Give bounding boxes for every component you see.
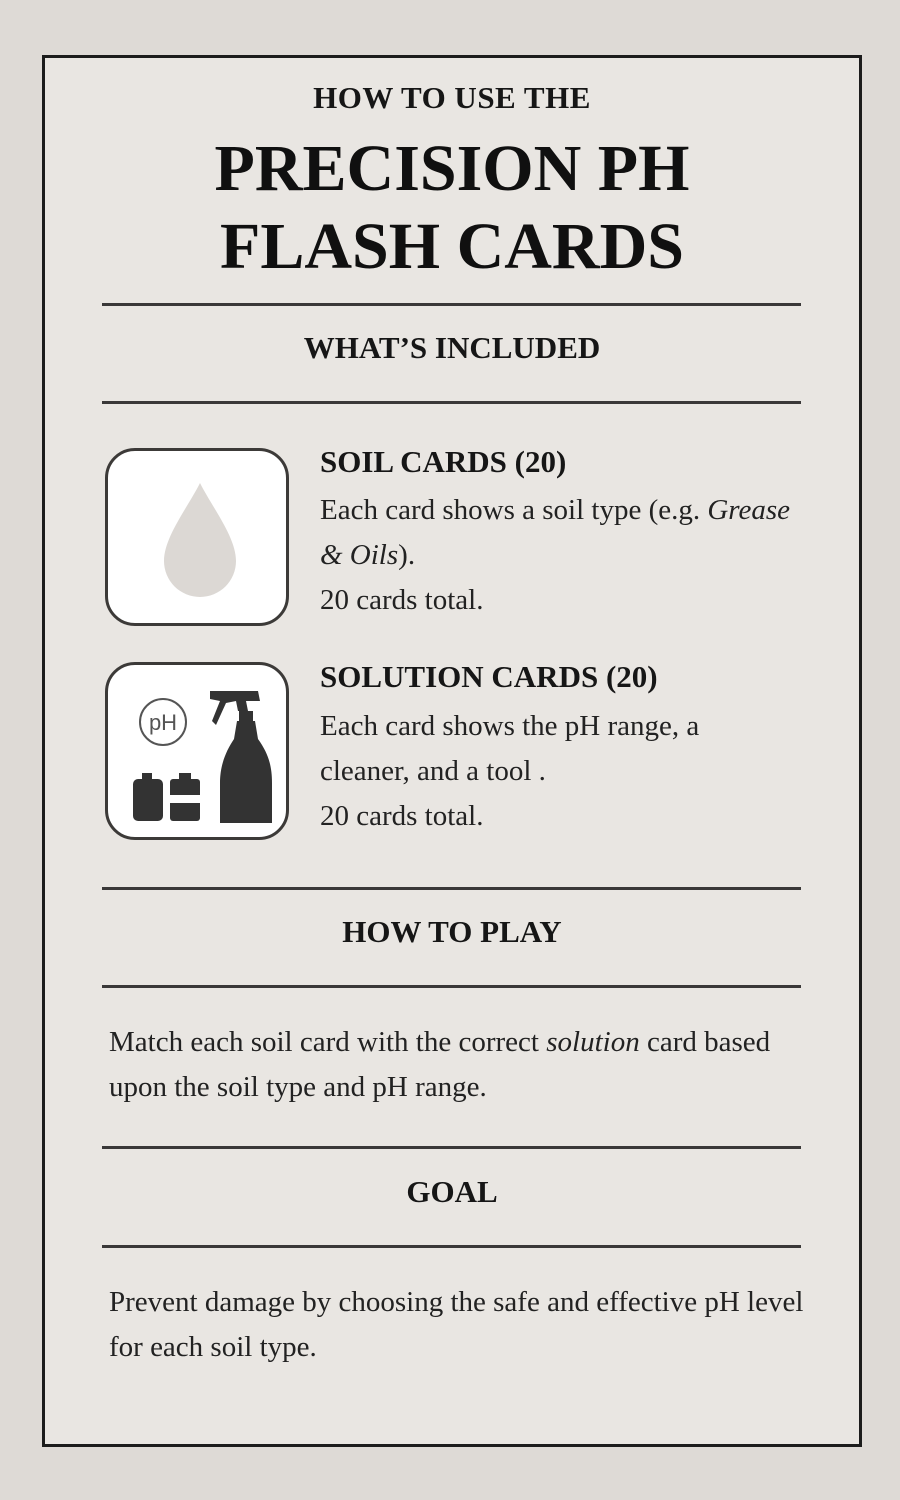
goal-text: Prevent damage by choosing the safe and effective pH level for each soil type. [109,1286,804,1363]
ph-meter-label: pH [148,710,178,735]
water-drop-icon [108,451,292,629]
main-title-line-2: FLASH CARDS [220,210,684,283]
main-title [45,130,859,286]
divider [102,401,801,404]
instruction-card [42,55,862,1447]
solution-card-icon-box [105,662,289,840]
how-to-play-heading: HOW TO PLAY [342,914,562,949]
solution-cards-total: 20 cards total. [320,800,484,832]
how-to-play-text-part: Match each soil card with the correct [109,1026,547,1058]
how-to-play-text [109,1020,809,1110]
divider [102,303,801,306]
solution-cards-title: SOLUTION CARDS (20) [320,659,658,694]
divider [102,1245,801,1248]
soil-desc-part: ). [398,539,416,571]
divider [102,887,801,890]
divider [102,1146,801,1149]
soil-cards-title: SOIL CARDS (20) [320,444,567,479]
cleaning-supplies-icon [108,665,292,843]
goal-heading: GOAL [406,1174,498,1209]
main-title-line-1: PRECISION PH [214,132,690,205]
soil-cards-total: 20 cards total. [320,584,484,616]
soil-cards-desc-text [320,488,810,578]
soil-cards-description [320,488,810,623]
soil-desc-example: Grease & Oils [320,494,791,571]
whats-included-heading: WHAT’S INCLUDED [303,330,601,365]
how-to-play-text-part: card based upon the soil type and pH range. [109,1026,771,1103]
soil-card-icon-box [105,448,289,626]
pre-title: HOW TO USE THE [313,80,591,115]
solution-cards-description [320,704,740,839]
soil-desc-part: Each card shows a soil type (e.g. [320,494,708,526]
divider [102,985,801,988]
solution-cards-desc-text: Each card shows the pH range, a cleaner, and a tool . [320,710,700,787]
how-to-play-emphasis: solution [546,1026,640,1058]
spray-bottle-icon [210,691,272,823]
bottles-icon [133,773,200,821]
